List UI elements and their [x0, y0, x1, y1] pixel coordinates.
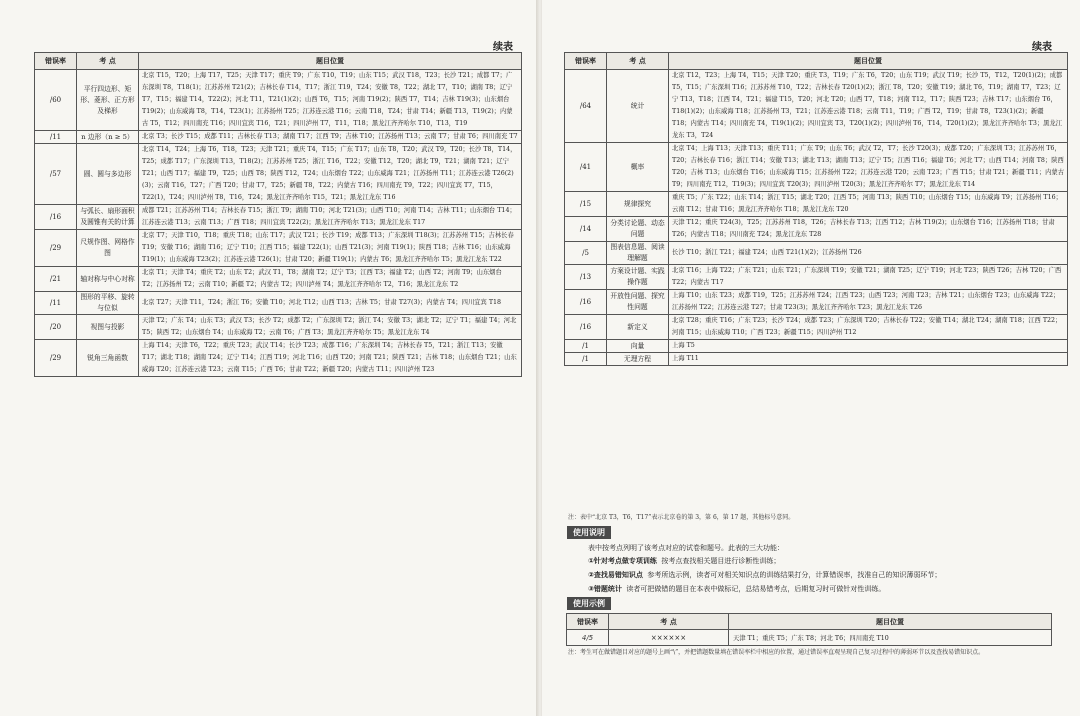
topic-cell: 锐角三角函数 — [77, 340, 139, 377]
usage-item-label: ②查找易错知识点 — [588, 571, 643, 579]
error-rate-cell[interactable]: /11 — [35, 131, 77, 144]
position-cell: 天津 T1；重庆 T5；广东 T8；河北 T6；四川南充 T10 — [729, 630, 1052, 646]
error-rate-cell[interactable]: /29 — [35, 230, 77, 267]
usage-item-label: ①针对考点做专项训练 — [588, 557, 657, 565]
usage-item — [588, 556, 780, 566]
header-topic: 考 点 — [77, 53, 139, 70]
usage-item-text: 读者可把做错的题目在本表中做标记，总结易错考点，后期复习时可做针对性训练。 — [626, 585, 886, 593]
header-rate: 错误率 — [35, 53, 77, 70]
example-footnote: 注：考生可在做错题目对应的题号上画“\”，并把错题数量填在错误率栏中相应的位置，通过错误率直观呈现自己复习过程中的薄弱环节以及查找易错知识点。 — [568, 649, 985, 656]
position-cell: 重庆 T5；广东 T22；山东 T14；浙江 T15；湖北 T20；江西 T5；河南 T13；陕西 T10；山东烟台 T15；山东威海 T9；江苏扬州 T16；云南 T12；甘肃 T16；黑龙江齐齐哈尔 T18；黑龙江龙东 T20 — [669, 192, 1068, 217]
position-cell: 上海 T14；天津 T6，T22；重庆 T23；武汉 T14；长沙 T23；成都 T16；广东深圳 T4；吉林长春 T5，T21；浙江 T13；安徽 T17；湖北 T18；湖南 T24；辽宁 T14；江西 T19；河北 T16；山西 T20；河南 T21；陕西 T21；吉林 T18；山东烟台 T21；山东威海 T20；江苏连云港 T23；云南 T15；广西 T6；甘肃 T22；新疆 T20；内蒙古 T11；四川泸州 T23 — [139, 340, 522, 377]
table-footnote: 注：表中“北京 T3，T6，T17”表示北京卷的第 3，第 6，第 17 题，其他标号意同。 — [568, 514, 795, 521]
position-cell: 北京 T28；重庆 T16；广东 T23；长沙 T24；成都 T23；广东深圳 T20；吉林长春 T22；安徽 T14；湖北 T24；湖南 T18；江西 T22；河南 T15；山东威海 T10；广西 T23；新疆 T15；四川泸州 T12 — [669, 315, 1068, 340]
error-rate-cell[interactable]: /15 — [565, 192, 607, 217]
topic-cell: 图表信息题、阅读理解题 — [607, 242, 669, 265]
position-cell: 北京 T16；上海 T22；广东 T21；山东 T21；广东深圳 T19；安徽 T21；湖南 T25；辽宁 T19；河北 T23；陕西 T26；吉林 T20；广西 T22；内蒙古 T17 — [669, 265, 1068, 290]
topic-cell: 尺规作图、网格作图 — [77, 230, 139, 267]
error-rate-cell[interactable]: /57 — [35, 144, 77, 205]
table-row — [565, 143, 1068, 192]
table-row — [565, 192, 1068, 217]
topic-cell: 开放性问题、探究性问题 — [607, 290, 669, 315]
topic-cell: 方案设计题、实践操作题 — [607, 265, 669, 290]
table-row — [35, 315, 522, 340]
position-cell: 长沙 T10；浙江 T21；福建 T24；山西 T21(1)(2)；江苏扬州 T26 — [669, 242, 1068, 265]
topic-cell: 无理方程 — [607, 353, 669, 366]
example-table — [566, 613, 1052, 646]
table-row — [565, 340, 1068, 353]
topic-cell: 向量 — [607, 340, 669, 353]
position-cell: 北京 T3；长沙 T15；成都 T11；吉林长春 T13；湖南 T17；江西 T9；吉林 T10；江苏扬州 T13；云南 T7；甘肃 T6；四川南充 T7 — [139, 131, 522, 144]
error-rate-cell[interactable]: /64 — [565, 70, 607, 143]
position-cell: 北京 T14，T24；上海 T6，T18，T23；天津 T21；重庆 T4，T15；广东 T17；山东 T8，T20；武汉 T9，T20；长沙 T8，T14，T25；成都 T17；广东深圳 T13，T18(2)；江苏苏州 T25；浙江 T16，T22；安徽 T12，T20；湖北 T9，T21；湖南 T21；辽宁 T21；山西 T17；福建 T9，T25；山西 T8；陕西 T12，T24；山东烟台 T22；山东威海 T21；江苏扬州 T11；江苏连云港 T26(2)(3)；云南 T16，T27；广西 T20；甘肃 T7，T25；新疆 T8，T22；内蒙古 T16；四川南充 T9，T22；四川宜宾 T7，T15，T22(1)，T24；四川泸州 T8，T16，T24；黑龙江齐齐哈尔 T15，T21；黑龙江龙东 T16 — [139, 144, 522, 205]
error-rate-cell[interactable]: /5 — [565, 242, 607, 265]
header-position: 题目位置 — [729, 614, 1052, 630]
error-rate-cell[interactable]: /21 — [35, 267, 77, 292]
topic-cell: 规律探究 — [607, 192, 669, 217]
topic-cell: 分类讨论题、动态问题 — [607, 217, 669, 242]
error-rate-cell[interactable]: /11 — [35, 292, 77, 315]
left-topic-table — [34, 52, 522, 377]
table-row — [35, 144, 522, 205]
position-cell: 天津 T12；重庆 T24(3)，T25；江苏苏州 T18，T26；吉林长春 T13；江西 T12；吉林 T19(2)；山东烟台 T16；江苏扬州 T18；甘肃 T26；内蒙古 T18；四川南充 T24；黑龙江龙东 T28 — [669, 217, 1068, 242]
position-cell: 北京 T27；天津 T11，T24；浙江 T6；安徽 T10；河北 T12；山西 T13；吉林 T5；甘肃 T27(3)；内蒙古 T4；四川宜宾 T18 — [139, 292, 522, 315]
table-row — [35, 70, 522, 131]
error-rate-cell[interactable]: /14 — [565, 217, 607, 242]
table-row — [565, 242, 1068, 265]
usage-item — [588, 584, 885, 594]
topic-cell: 图形的平移、旋转与位似 — [77, 292, 139, 315]
table-row — [565, 217, 1068, 242]
table-row — [565, 265, 1068, 290]
header-position: 题目位置 — [669, 53, 1068, 70]
table-row — [565, 353, 1068, 366]
table-row — [567, 630, 1052, 646]
topic-cell: 圆、圆与多边形 — [77, 144, 139, 205]
continued-label: 续表 — [493, 42, 513, 53]
error-rate-cell[interactable]: 4/5 — [567, 630, 609, 646]
table-row — [35, 340, 522, 377]
usage-item-text: 按考点查找相关题目进行诊断性训练； — [661, 557, 781, 565]
error-rate-cell[interactable]: /1 — [565, 353, 607, 366]
error-rate-cell[interactable]: /16 — [565, 315, 607, 340]
position-cell: 北京 T1；天津 T4；重庆 T2；山东 T2；武汉 T1，T8；湖南 T2；辽宁 T3；江西 T3；福建 T2；山西 T2；河南 T9；山东烟台 T2；江苏扬州 T2；云南 T10；新疆 T2；内蒙古 T2；四川泸州 T4；黑龙江齐齐哈尔 T2，T16；黑龙江龙东 T2 — [139, 267, 522, 292]
usage-item-text: 参考所选示例，读者可对相关知识点的训练结果打分，计算错误率，找准自己的知识薄弱环节； — [647, 571, 942, 579]
error-rate-cell[interactable]: /13 — [565, 265, 607, 290]
topic-cell: 视图与投影 — [77, 315, 139, 340]
position-cell: 天津 T2；广东 T4；山东 T3；武汉 T3；长沙 T2；成都 T2；广东深圳 T2；浙江 T4；安徽 T3；湖北 T2；辽宁 T1；福建 T4；河北 T5；陕西 T2；山东烟台 T4；山东威海 T2；云南 T6；广西 T3；黑龙江齐齐哈尔 T5；黑龙江龙东 T4 — [139, 315, 522, 340]
header-topic: 考 点 — [607, 53, 669, 70]
topic-cell: ×××××× — [609, 630, 729, 646]
table-row — [35, 205, 522, 230]
error-rate-cell[interactable]: /60 — [35, 70, 77, 131]
error-rate-cell[interactable]: /41 — [565, 143, 607, 192]
error-rate-cell[interactable]: /16 — [35, 205, 77, 230]
topic-cell: 平行四边形、矩形、菱形、正方形及梯形 — [77, 70, 139, 131]
position-cell: 北京 T15，T20；上海 T17，T25；天津 T17；重庆 T9；广东 T10，T19；山东 T15；武汉 T18，T23；长沙 T21；成都 T7；广东深圳 T8，T18(1)；江苏苏州 T21(2)；吉林长春 T14，T17；浙江 T19，T24；安徽 T8，T22；湖北 T7，T10；湖南 T8；辽宁 T7，T15；福建 T14，T22(2)；河北 T11，T21(1)(2)；山西 T6，T15；河南 T19(2)；陕西 T7，T14；吉林 T19(3)；山东烟台 T19(2)；山东威海 T8，T14，T23(1)；江苏扬州 T25；江苏连云港 T16；云南 T18，T24；甘肃 T14；新疆 T13，T19(2)；内蒙古 T5，T12；四川南充 T16；四川宜宾 T16，T21；四川泸州 T7，T11，T18；黑龙江齐齐哈尔 T10，T13，T19 — [139, 70, 522, 131]
error-rate-cell[interactable]: /20 — [35, 315, 77, 340]
usage-item — [588, 570, 941, 580]
header-rate: 错误率 — [567, 614, 609, 630]
topic-cell: 统计 — [607, 70, 669, 143]
usage-intro: 表中按考点列明了该考点对应的试卷和题号。此表的三大功能： — [588, 544, 784, 552]
error-rate-cell[interactable]: /29 — [35, 340, 77, 377]
example-title: 使用示例 — [567, 597, 611, 610]
position-cell: 北京 T12，T23；上海 T4，T15；天津 T20；重庆 T3，T19；广东 T6，T20；山东 T19；武汉 T19；长沙 T5，T12，T20(1)(2)；成都 T5，T15；广东深圳 T16；江苏苏州 T10，T22；吉林长春 T20(1)(2)；浙江 T8，T20；安徽 T19；湖北 T6，T19；湖南 T7，T23；辽宁 T13，T18；江西 T4，T21；福建 T15，T20；河北 T20；山西 T7，T18；河南 T12，T17；陕西 T23；吉林 T17；山东烟台 T6，T18(1)(2)；山东威海 T18；江苏扬州 T3，T21；江苏连云港 T18；云南 T11，T19；广西 T2，T19；甘肃 T8，T23(1)(2)；新疆 T18；内蒙古 T14；四川南充 T4，T19(1)(2)；四川宜宾 T3，T20(1)(2)；四川泸州 T6，T14，T20(1)(2)；黑龙江齐齐哈尔 T3；黑龙江龙东 T3，T24 — [669, 70, 1068, 143]
table-row — [35, 131, 522, 144]
topic-cell: n 边形（n ≥ 5） — [77, 131, 139, 144]
topic-cell: 轴对称与中心对称 — [77, 267, 139, 292]
position-cell: 成都 T21；江苏苏州 T14；吉林长春 T15；浙江 T9；湖南 T10；河北 T21(3)；山西 T10；河南 T14；吉林 T11；山东烟台 T14；江苏连云港 T13；云南 T13；广西 T18；四川宜宾 T22(2)；黑龙江齐齐哈尔 T13；黑龙江龙东 T17 — [139, 205, 522, 230]
table-row — [565, 290, 1068, 315]
continued-label: 续表 — [1032, 42, 1052, 53]
right-topic-table — [564, 52, 1068, 366]
topic-cell: 与弧长、扇形面积及圆锥有关的计算 — [77, 205, 139, 230]
topic-cell: 新定义 — [607, 315, 669, 340]
position-cell: 上海 T11 — [669, 353, 1068, 366]
error-rate-cell[interactable]: /16 — [565, 290, 607, 315]
table-row — [35, 292, 522, 315]
header-topic: 考 点 — [609, 614, 729, 630]
table-row — [565, 70, 1068, 143]
table-row — [565, 315, 1068, 340]
header-position: 题目位置 — [139, 53, 522, 70]
position-cell: 北京 T7；天津 T10，T18；重庆 T18；山东 T17；武汉 T21；长沙 T19；成都 T13；广东深圳 T18(3)；江苏苏州 T15；吉林长春 T19；安徽 T16；湖南 T16；辽宁 T10；江西 T15；福建 T22(1)；山西 T21(3)；河南 T19(1)；陕西 T18；吉林 T16；山东威海 T19(1)；山东威海 T23(2)；江苏连云港 T26(1)；甘肃 T20；新疆 T19(1)；内蒙古 T6；黑龙江齐齐哈尔 T5；黑龙江龙东 T22 — [139, 230, 522, 267]
usage-item-label: ③错题统计 — [588, 585, 622, 593]
usage-title: 使用说明 — [567, 526, 611, 539]
topic-cell: 概率 — [607, 143, 669, 192]
position-cell: 上海 T5 — [669, 340, 1068, 353]
header-rate: 错误率 — [565, 53, 607, 70]
position-cell: 上海 T10；山东 T23；成都 T19，T25；江苏苏州 T24；江西 T23；山西 T23；河南 T23；吉林 T21；山东烟台 T23；山东威海 T22；江苏扬州 T22；江苏连云港 T27；甘肃 T23(3)；黑龙江齐齐哈尔 T23；黑龙江龙东 T26 — [669, 290, 1068, 315]
error-rate-cell[interactable]: /1 — [565, 340, 607, 353]
table-row — [35, 267, 522, 292]
position-cell: 北京 T4；上海 T13；天津 T13；重庆 T11；广东 T9；山东 T6；武汉 T2，T7；长沙 T20(3)；成都 T20；广东深圳 T3；江苏苏州 T6，T20；吉林长春 T16；浙江 T14；安徽 T13；湖北 T13；湖南 T13；辽宁 T5；江西 T16；福建 T6；河北 T7；山西 T14；河南 T8；陕西 T20；吉林 T13；山东烟台 T16；山东威海 T15；江苏扬州 T22；江苏连云港 T20；云南 T23；广西 T15；甘肃 T21；新疆 T11；内蒙古 T9；四川南充 T12，T19(3)；四川宜宾 T20(3)；四川泸州 T20(3)；黑龙江齐齐哈尔 T7；黑龙江龙东 T14 — [669, 143, 1068, 192]
table-row — [35, 230, 522, 267]
